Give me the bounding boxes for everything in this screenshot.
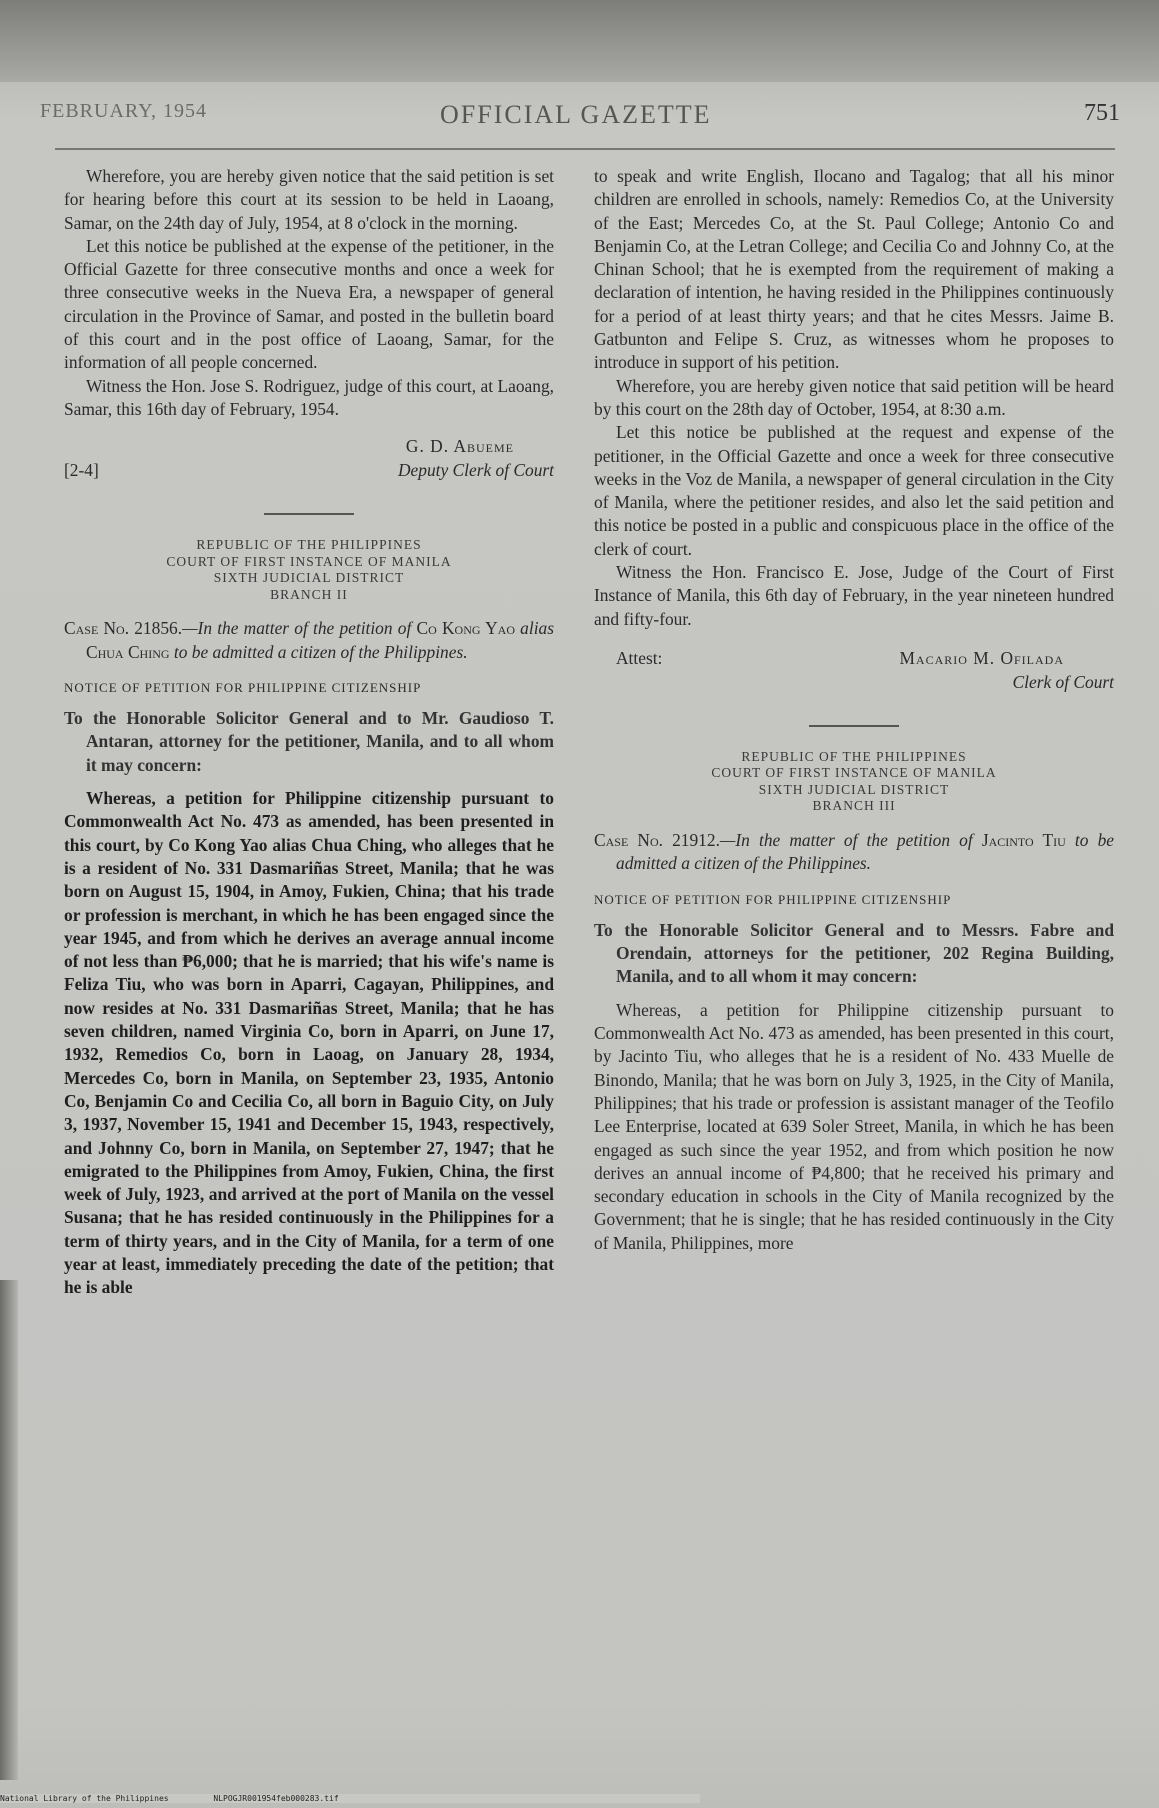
right-column xyxy=(594,165,1114,1255)
left-paragraph-1: Wherefore, you are hereby given notice that the said petition is set for hearing before this court at its session to be held in Laoang, Samar, on the 24th day of July, 1954, at 8 o'clock in the morning. xyxy=(64,166,554,233)
section-divider xyxy=(809,725,899,727)
section-divider xyxy=(264,513,354,515)
court-line: SIXTH JUDICIAL DISTRICT xyxy=(758,781,950,797)
notice-heading: NOTICE OF PETITION FOR PHILIPPINE CITIZENSHIP xyxy=(594,891,952,907)
case-number: Case No. 21912. xyxy=(594,829,720,850)
right-paragraph-2: Wherefore, you are hereby given notice that said petition will be heard by this court on the 28th day of October, 1954, at 8:30 a.m. xyxy=(594,375,1114,419)
court-line: BRANCH II xyxy=(270,586,348,602)
scan-top-band xyxy=(0,0,1159,82)
court-line: BRANCH III xyxy=(812,798,896,814)
case-text: —In the matter of the petition of xyxy=(182,618,417,639)
address-line: To the Honorable Solicitor General and to Messrs. Fabre and Orendain, attorneys for the petitioner, 202 Regina Building, Manila, and to all whom it may concern: xyxy=(594,919,1114,987)
left-column xyxy=(64,165,554,1300)
attest-label: Attest: xyxy=(616,647,663,668)
left-paragraph-3: Witness the Hon. Jose S. Rodriguez, judge of this court, at Laoang, Samar, this 16th day of February, 1954. xyxy=(64,375,554,419)
address-line: To the Honorable Solicitor General and to Mr. Gaudioso T. Antaran, attorney for the petitioner, Manila, and to all whom it may concern: xyxy=(64,708,554,775)
petitioner-alias: Chua Ching xyxy=(86,641,170,662)
signature-block xyxy=(64,435,554,491)
notice-heading: NOTICE OF PETITION FOR PHILIPPINE CITIZENSHIP xyxy=(64,679,422,695)
case-title xyxy=(594,829,1114,876)
right-paragraph-5: Whereas, a petition for Philippine citizenship pursuant to Commonwealth Act No. 473 as amended, has been presented in this court, by Jacinto Tiu, who alleges that he is a resident of No. 433 Muelle de Binondo, Manila; that he was born on July 3, 1925, in the City of Manila, Philippines; that his trade or profession is assistant manager of the Teofilo Lee Enterprise, located at 639 Soler Street, Manila, in which he has been engaged as such since the year 1952, and from which position he now derives an annual income of ₱4,800; that he received his primary and secondary education in schools in the City of Manila recognized by the Government; that he is single; that he has resided continuously in the City of Manila, Philippines, more xyxy=(594,999,1114,1253)
court-line: REPUBLIC OF THE PHILIPPINES xyxy=(196,537,422,553)
case-text: alias xyxy=(514,618,555,639)
court-line: SIXTH JUDICIAL DISTRICT xyxy=(213,570,405,586)
attest-block xyxy=(594,647,1114,703)
left-paragraph-4: Whereas, a petition for Philippine citizenship pursuant to Commonwealth Act No. 473 as amended, has been presented in this court, by Co Kong Yao alias Chua Ching, who alleges that he is a resident of No. 331 Dasmariñas Street, Manila; that he was born on August 15, 1904, in Amoy, Fukien, China; that his trade or profession is merchant, in which he has been engaged since the year 1945, and from which he derives an average annual income of not less than ₱6,000; that he is married; that his wife's name is Feliza Tiu, who was born in Aparri, Cagayan, Philippines, and now resides at No. 331 Dasmariñas Street, Manila; that he has seven children, named Virginia Co, born in Aparri, on June 17, 1932, Remedios Co, born in Laoag, on January 28, 1934, Mercedes Co, born in Manila, on September 23, 1935, Antonio Co, Benjamin Co and Cecilia Co, all born in Baguio City, on July 3, 1937, November 15, 1941 and December 15, 1943, respectively, and Johnny Co, born in Manila, on September 27, 1947; that he emigrated to the Philippines from Amoy, Fukien, China, the first week of July, 1923, and arrived at the port of Manila on the vessel Susana; that he has resided continuously in the Philippines for a term of thirty years, and in the City of Manila, for a term of one year at least, immediately preceding the date of the petition; that he is able xyxy=(64,788,554,1298)
case-text: to be admitted a citizen of the Philippines. xyxy=(169,641,468,662)
page-header xyxy=(40,100,1120,140)
header-title: OFFICIAL GAZETTE xyxy=(440,100,712,129)
attest-title: Clerk of Court xyxy=(1012,671,1114,692)
case-text: —In the matter of the petition of xyxy=(719,829,982,850)
header-rule xyxy=(55,148,1115,150)
case-title xyxy=(64,617,554,664)
file-name: NLPOGJR001954feb000283.tif xyxy=(213,1794,339,1803)
issue-number: [2-4] xyxy=(64,460,99,481)
scan-left-edge xyxy=(0,1280,18,1780)
court-line: REPUBLIC OF THE PHILIPPINES xyxy=(741,748,967,764)
petitioner-name: Co Kong Yao xyxy=(416,618,515,639)
court-line: COURT OF FIRST INSTANCE OF MANILA xyxy=(166,553,452,569)
case-number: Case No. 21856. xyxy=(64,618,183,639)
attest-name: Macario M. Ofilada xyxy=(899,647,1064,668)
signatory-name: G. D. Abueme xyxy=(405,436,514,457)
right-paragraph-1: to speak and write English, Ilocano and Tagalog; that all his minor children are enrolled in schools, namely: Remedios Co, at the University of the East; Mercedes Co, at the St. Paul College; Antonio Co and Benjamin Co, at the Letran College; and Cecilia Co and Johnny Co, at the Chinan School; that he is exempted from the requirement of making a declaration of intention, he having resided in the Philippines continuously for a period of at least thirty years; and that he cites Messrs. Jaime B. Gatbunton and Felipe S. Cruz, as witnesses whom he proposes to introduce in support of his petition. xyxy=(594,166,1114,373)
library-name: National Library of the Philippines xyxy=(0,1794,169,1803)
court-line: COURT OF FIRST INSTANCE OF MANILA xyxy=(711,765,997,781)
right-paragraph-4: Witness the Hon. Francisco E. Jose, Judge of the Court of First Instance of Manila, this 6th day of February, in the year nineteen hundred and fifty-four. xyxy=(594,562,1114,629)
page-number: 751 xyxy=(1084,100,1120,126)
signatory-title: Deputy Clerk of Court xyxy=(397,460,554,481)
court-heading xyxy=(594,749,1114,815)
header-date: FEBRUARY, 1954 xyxy=(40,100,208,122)
scan-footer xyxy=(0,1794,700,1803)
court-heading xyxy=(64,537,554,603)
case-text: to be admitted a citizen of the Philippines. xyxy=(616,829,1115,874)
right-paragraph-3: Let this notice be published at the request and expense of the petitioner, in the Official Gazette and once a week for three consecutive weeks in the Voz de Manila, a newspaper of general circulation in the City of Manila, where the petitioner resides, and also let the said petition and this notice be posted in a public and conspicuous place in the office of the clerk of court. xyxy=(594,422,1114,559)
left-paragraph-2: Let this notice be published at the expense of the petitioner, in the Official Gazette for three consecutive months and once a week for three consecutive weeks in the Nueva Era, a newspaper of general circulation in the Province of Samar, and posted in the bulletin board of this court and in the post office of Laoang, Samar, for the information of all people concerned. xyxy=(64,235,554,373)
petitioner-name: Jacinto Tiu xyxy=(981,829,1066,850)
